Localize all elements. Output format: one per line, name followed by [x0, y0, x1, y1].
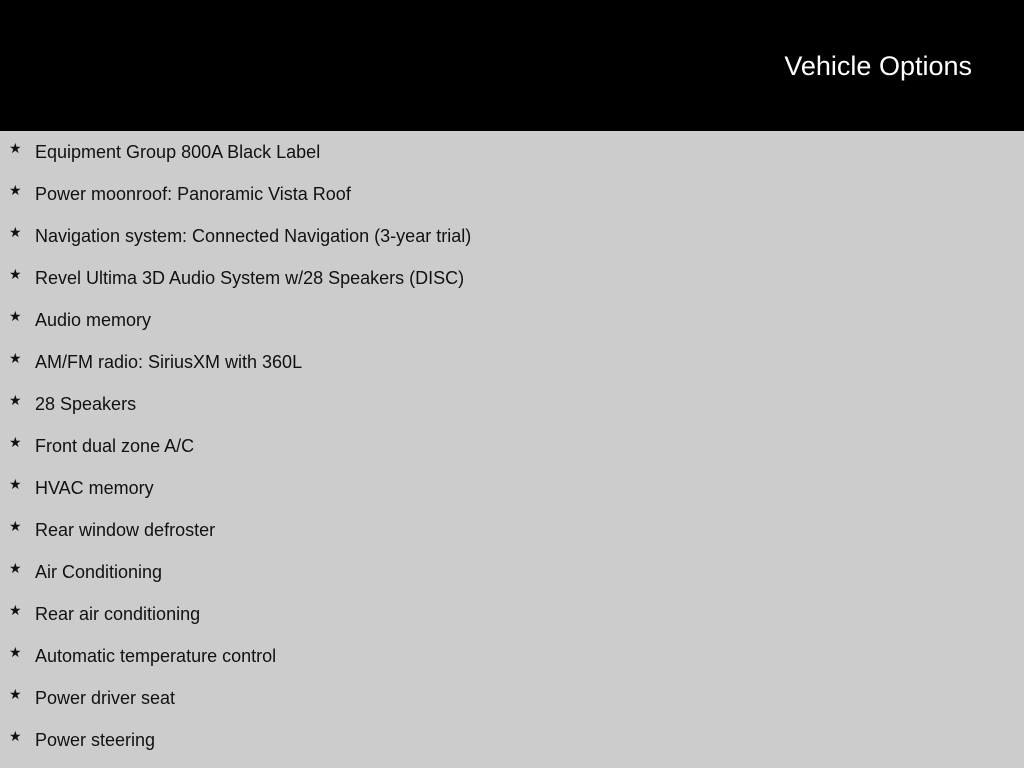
option-label: Automatic temperature control — [35, 646, 277, 666]
star-icon: ★ — [9, 476, 22, 492]
option-label: Rear air conditioning — [35, 604, 201, 624]
star-icon: ★ — [9, 350, 22, 366]
option-item — [0, 594, 1024, 636]
option-label: Rear window defroster — [35, 520, 216, 540]
option-item — [0, 216, 1024, 258]
page-title: Vehicle Options — [784, 51, 972, 81]
option-label: Power moonroof: Panoramic Vista Roof — [35, 184, 351, 204]
option-label: Power steering — [35, 730, 156, 750]
option-item — [0, 678, 1024, 720]
option-item — [0, 300, 1024, 342]
star-icon: ★ — [9, 392, 22, 408]
star-icon: ★ — [9, 182, 22, 198]
option-label: Power driver seat — [35, 688, 176, 708]
option-item — [0, 510, 1024, 552]
star-icon: ★ — [9, 644, 22, 660]
star-icon: ★ — [9, 224, 22, 240]
option-item — [0, 426, 1024, 468]
star-icon: ★ — [9, 434, 22, 450]
star-icon: ★ — [9, 560, 22, 576]
option-label: Air Conditioning — [35, 562, 163, 582]
option-label: HVAC memory — [35, 478, 154, 498]
option-item — [0, 384, 1024, 426]
option-item — [0, 174, 1024, 216]
option-label: Revel Ultima 3D Audio System w/28 Speakers (DISC) — [35, 268, 465, 288]
option-item — [0, 720, 1024, 762]
star-icon: ★ — [9, 266, 22, 282]
option-label: Front dual zone A/C — [35, 436, 195, 456]
option-item — [0, 552, 1024, 594]
page-header — [0, 0, 1024, 131]
option-label: AM/FM radio: SiriusXM with 360L — [35, 352, 303, 372]
option-label: Navigation system: Connected Navigation (3-year trial) — [35, 226, 472, 246]
star-icon: ★ — [9, 602, 22, 618]
option-item — [0, 468, 1024, 510]
option-label: Audio memory — [35, 310, 152, 330]
option-label: 28 Speakers — [35, 394, 137, 414]
option-item — [0, 342, 1024, 384]
option-item — [0, 258, 1024, 300]
vehicle-options-list — [0, 132, 1024, 762]
option-label: Equipment Group 800A Black Label — [35, 142, 321, 162]
star-icon: ★ — [9, 308, 22, 324]
star-icon: ★ — [9, 686, 22, 702]
option-item — [0, 132, 1024, 174]
star-icon: ★ — [9, 728, 22, 744]
star-icon: ★ — [9, 518, 22, 534]
option-item — [0, 636, 1024, 678]
star-icon: ★ — [9, 140, 22, 156]
